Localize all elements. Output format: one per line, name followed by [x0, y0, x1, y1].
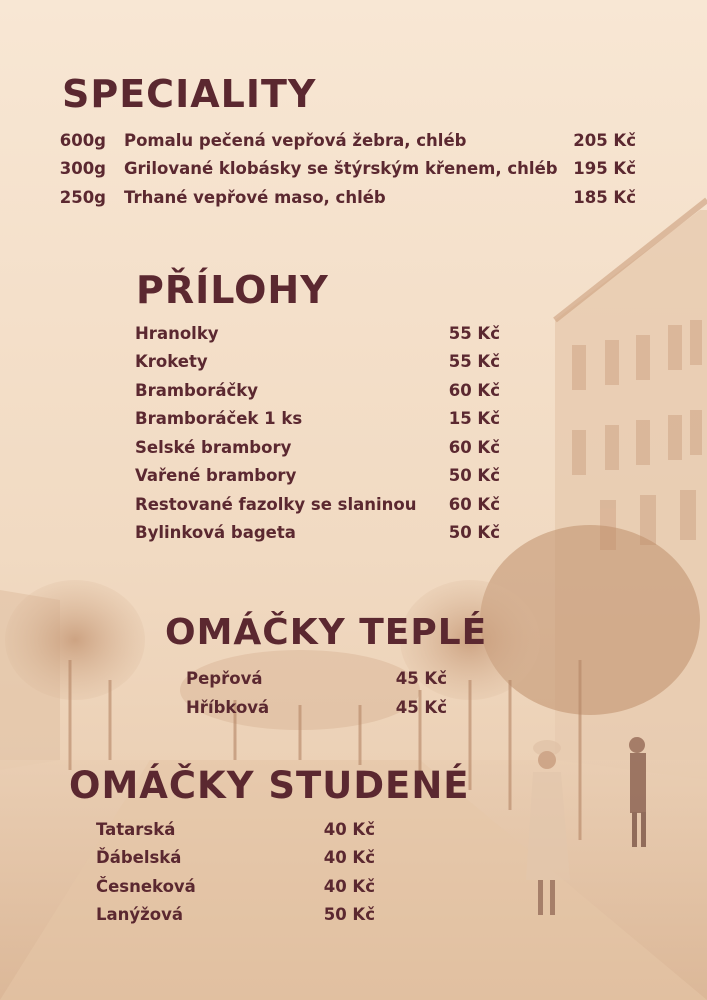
- list-item: [0, 157, 707, 181]
- item-price: 45 Kč: [395, 698, 447, 717]
- item-name: Bylinková bageta: [135, 523, 296, 542]
- item-name: Tatarská: [96, 820, 176, 839]
- list-item: [0, 903, 707, 927]
- list-item: [0, 407, 707, 431]
- list-item: [0, 667, 707, 691]
- item-name: Česneková: [96, 877, 196, 896]
- item-price: 50 Kč: [448, 523, 500, 542]
- item-price: 55 Kč: [448, 352, 500, 371]
- list-item: [0, 322, 707, 346]
- item-price: 15 Kč: [448, 409, 500, 428]
- item-weight: 250g: [59, 188, 106, 207]
- item-name: Bramboráčky: [135, 381, 258, 400]
- list-item: [0, 379, 707, 403]
- item-name: Bramboráček 1 ks: [135, 409, 303, 428]
- speciality-heading: SPECIALITY: [62, 72, 317, 116]
- item-name: Krokety: [135, 352, 208, 371]
- item-name: Pepřová: [186, 669, 263, 688]
- item-price: 50 Kč: [323, 905, 375, 924]
- item-name: Lanýžová: [96, 905, 183, 924]
- list-item: [0, 186, 707, 210]
- item-name: Restované fazolky se slaninou: [135, 495, 417, 514]
- item-name: Hříbková: [186, 698, 270, 717]
- item-price: 195 Kč: [573, 159, 636, 178]
- item-price: 185 Kč: [573, 188, 636, 207]
- omacky-studene-heading: OMÁČKY STUDENÉ: [69, 764, 470, 807]
- item-price: 40 Kč: [323, 877, 375, 896]
- item-name: Trhané vepřové maso, chléb: [124, 188, 386, 207]
- item-name: Hranolky: [135, 324, 219, 343]
- prilohy-heading: PŘÍLOHY: [136, 268, 329, 312]
- item-price: 60 Kč: [448, 495, 500, 514]
- item-price: 40 Kč: [323, 820, 375, 839]
- list-item: [0, 846, 707, 870]
- item-price: 205 Kč: [573, 131, 636, 150]
- list-item: [0, 818, 707, 842]
- list-item: [0, 493, 707, 517]
- item-price: 55 Kč: [448, 324, 500, 343]
- list-item: [0, 129, 707, 153]
- list-item: [0, 696, 707, 720]
- list-item: [0, 436, 707, 460]
- item-price: 45 Kč: [395, 669, 447, 688]
- item-name: Grilované klobásky se štýrským křenem, chléb: [124, 159, 558, 178]
- list-item: [0, 464, 707, 488]
- omacky-teple-heading: OMÁČKY TEPLÉ: [165, 612, 488, 653]
- list-item: [0, 350, 707, 374]
- item-price: 40 Kč: [323, 848, 375, 867]
- item-name: Ďábelská: [96, 848, 182, 867]
- item-price: 60 Kč: [448, 438, 500, 457]
- item-weight: 600g: [59, 131, 106, 150]
- list-item: [0, 521, 707, 545]
- item-price: 60 Kč: [448, 381, 500, 400]
- list-item: [0, 875, 707, 899]
- item-weight: 300g: [59, 159, 106, 178]
- item-price: 50 Kč: [448, 466, 500, 485]
- item-name: Vařené brambory: [135, 466, 297, 485]
- item-name: Selské brambory: [135, 438, 292, 457]
- item-name: Pomalu pečená vepřová žebra, chléb: [124, 131, 467, 150]
